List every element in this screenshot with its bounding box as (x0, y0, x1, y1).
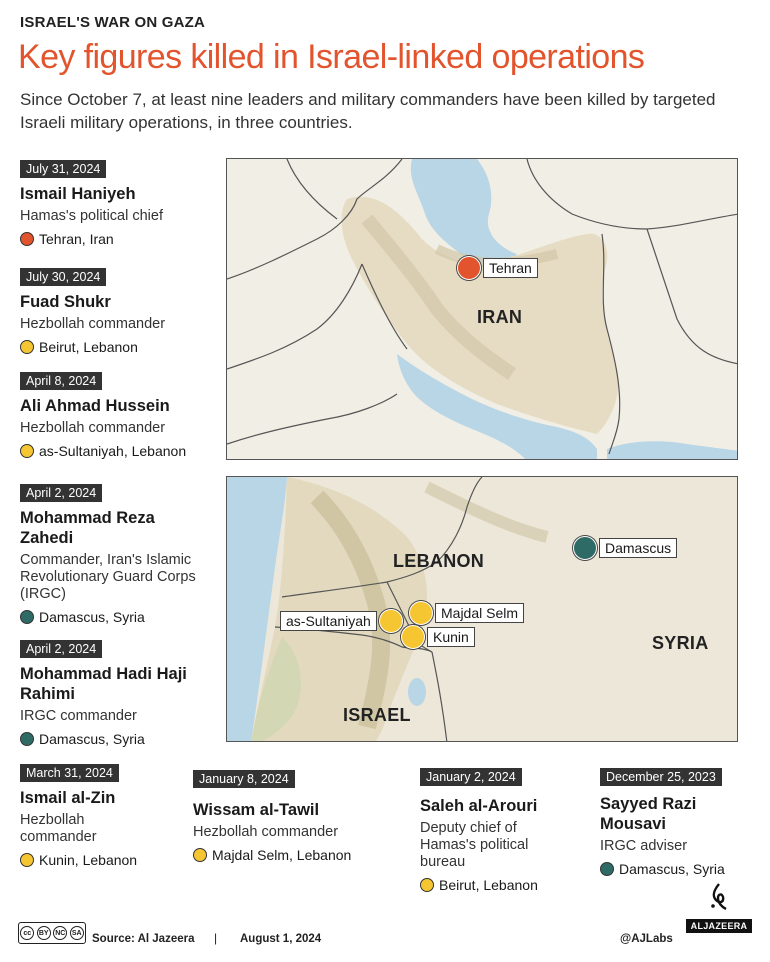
map-marker-damascus (573, 536, 677, 560)
figure-location (20, 609, 210, 625)
figure-location (20, 443, 220, 459)
yellow-dot-icon (20, 853, 34, 867)
country-label-lebanon: LEBANON (393, 551, 485, 571)
figure-role: Hezbollah commander (20, 812, 97, 845)
aljazeera-calligraphy-icon (704, 882, 734, 912)
figure-name: Ismail Haniyeh (20, 185, 136, 203)
location-label: Majdal Selm, Lebanon (212, 847, 352, 863)
teal-dot-icon (600, 862, 614, 876)
aljazeera-logo (686, 882, 752, 933)
creative-commons-badge (18, 922, 86, 944)
location-label: Tehran, Iran (39, 231, 114, 247)
figure-card (193, 770, 403, 863)
subtitle: Since October 7, at least nine leaders and military commanders have been killed by targeted Israeli military operations, in three countries. (20, 90, 716, 132)
figure-role: Commander, Iran's Islamic Revolutionary Guard Corps (IRGC) (20, 552, 196, 602)
yellow-dot-icon (20, 340, 34, 354)
publish-date: August 1, 2024 (240, 933, 322, 945)
date-tag: March 31, 2024 (20, 764, 119, 782)
figure-location (20, 339, 220, 355)
date-tag: April 2, 2024 (20, 640, 102, 658)
kicker: ISRAEL'S WAR ON GAZA (20, 14, 206, 31)
figure-card (20, 372, 220, 459)
sa-icon: SA (70, 926, 84, 940)
date-tag: July 31, 2024 (20, 160, 106, 178)
figure-role: Hezbollah commander (20, 420, 166, 436)
location-label: Damascus, Syria (39, 731, 145, 747)
footer-separator: | (214, 931, 218, 945)
red-dot-icon (20, 232, 34, 246)
figure-role: Hezbollah commander (20, 316, 166, 332)
figure-role: Hezbollah commander (193, 824, 339, 840)
figure-name: Wissam al-Tawil (193, 801, 320, 819)
iran-map (226, 158, 738, 460)
country-label-iran: IRAN (477, 307, 523, 327)
teal-dot-icon (573, 536, 597, 560)
logo-wordmark: ALJAZEERA (686, 919, 752, 933)
levant-map (226, 476, 738, 742)
figure-role: Hamas's political chief (20, 208, 163, 224)
date-tag: December 25, 2023 (600, 768, 722, 786)
date-tag: April 2, 2024 (20, 484, 102, 502)
figure-name: Mohammad Hadi Haji Rahimi (20, 665, 187, 703)
figure-name: Ali Ahmad Hussein (20, 397, 170, 415)
figure-name: Sayyed Razi Mousavi (600, 795, 697, 833)
figure-name: Fuad Shukr (20, 293, 111, 311)
page-title: Key figures killed in Israel-linked operations (18, 38, 645, 76)
city-label-sultaniyah: as-Sultaniyah (280, 611, 377, 631)
figure-location (20, 852, 180, 868)
figure-card (20, 160, 220, 247)
yellow-dot-icon (193, 848, 207, 862)
map-marker-sultaniyah (280, 609, 403, 633)
yellow-dot-icon (420, 878, 434, 892)
location-label: Damascus, Syria (619, 861, 725, 877)
figure-location (20, 231, 220, 247)
yellow-dot-icon (20, 444, 34, 458)
figure-card (20, 268, 220, 355)
date-tag: January 8, 2024 (193, 770, 295, 788)
country-label-israel: ISRAEL (343, 705, 411, 725)
figure-card (600, 768, 760, 877)
yellow-dot-icon (401, 625, 425, 649)
city-label-kunin: Kunin (427, 627, 475, 647)
date-tag: July 30, 2024 (20, 268, 106, 286)
figure-card (20, 640, 220, 747)
figure-role: Deputy chief of Hamas's political bureau (420, 820, 529, 870)
figure-name: Ismail al-Zin (20, 789, 116, 807)
map-marker-kunin (401, 625, 475, 649)
footer (0, 918, 770, 958)
city-label-tehran: Tehran (483, 258, 538, 278)
city-label-damascus: Damascus (599, 538, 677, 558)
location-label: Beirut, Lebanon (439, 877, 538, 893)
figure-role: IRGC commander (20, 708, 137, 724)
teal-dot-icon (20, 610, 34, 624)
yellow-dot-icon (409, 601, 433, 625)
figure-card (420, 768, 590, 893)
nc-icon: NC (53, 926, 67, 940)
social-handle: @AJLabs (620, 933, 673, 945)
country-label-syria: SYRIA (652, 633, 709, 653)
by-icon: BY (37, 926, 51, 940)
location-label: Damascus, Syria (39, 609, 145, 625)
city-label-majdal-selm: Majdal Selm (435, 603, 524, 623)
figure-location (600, 861, 760, 877)
figure-location (420, 877, 590, 893)
location-label: as-Sultaniyah, Lebanon (39, 443, 187, 459)
figure-location (193, 847, 403, 863)
map-marker-tehran (457, 256, 538, 280)
figure-card (20, 764, 180, 868)
source-credit: Source: Al Jazeera (92, 933, 195, 945)
date-tag: April 8, 2024 (20, 372, 102, 390)
location-label: Beirut, Lebanon (39, 339, 138, 355)
date-tag: January 2, 2024 (420, 768, 522, 786)
map-marker-majdal-selm (409, 601, 524, 625)
teal-dot-icon (20, 732, 34, 746)
location-label: Kunin, Lebanon (39, 852, 138, 868)
cc-icon: cc (20, 926, 34, 940)
figure-name: Mohammad Reza Zahedi (20, 509, 155, 547)
figure-role: IRGC adviser (600, 838, 688, 854)
figure-location (20, 731, 220, 747)
yellow-dot-icon (379, 609, 403, 633)
figure-card (20, 484, 210, 625)
red-dot-icon (457, 256, 481, 280)
figure-name: Saleh al-Arouri (420, 797, 538, 815)
